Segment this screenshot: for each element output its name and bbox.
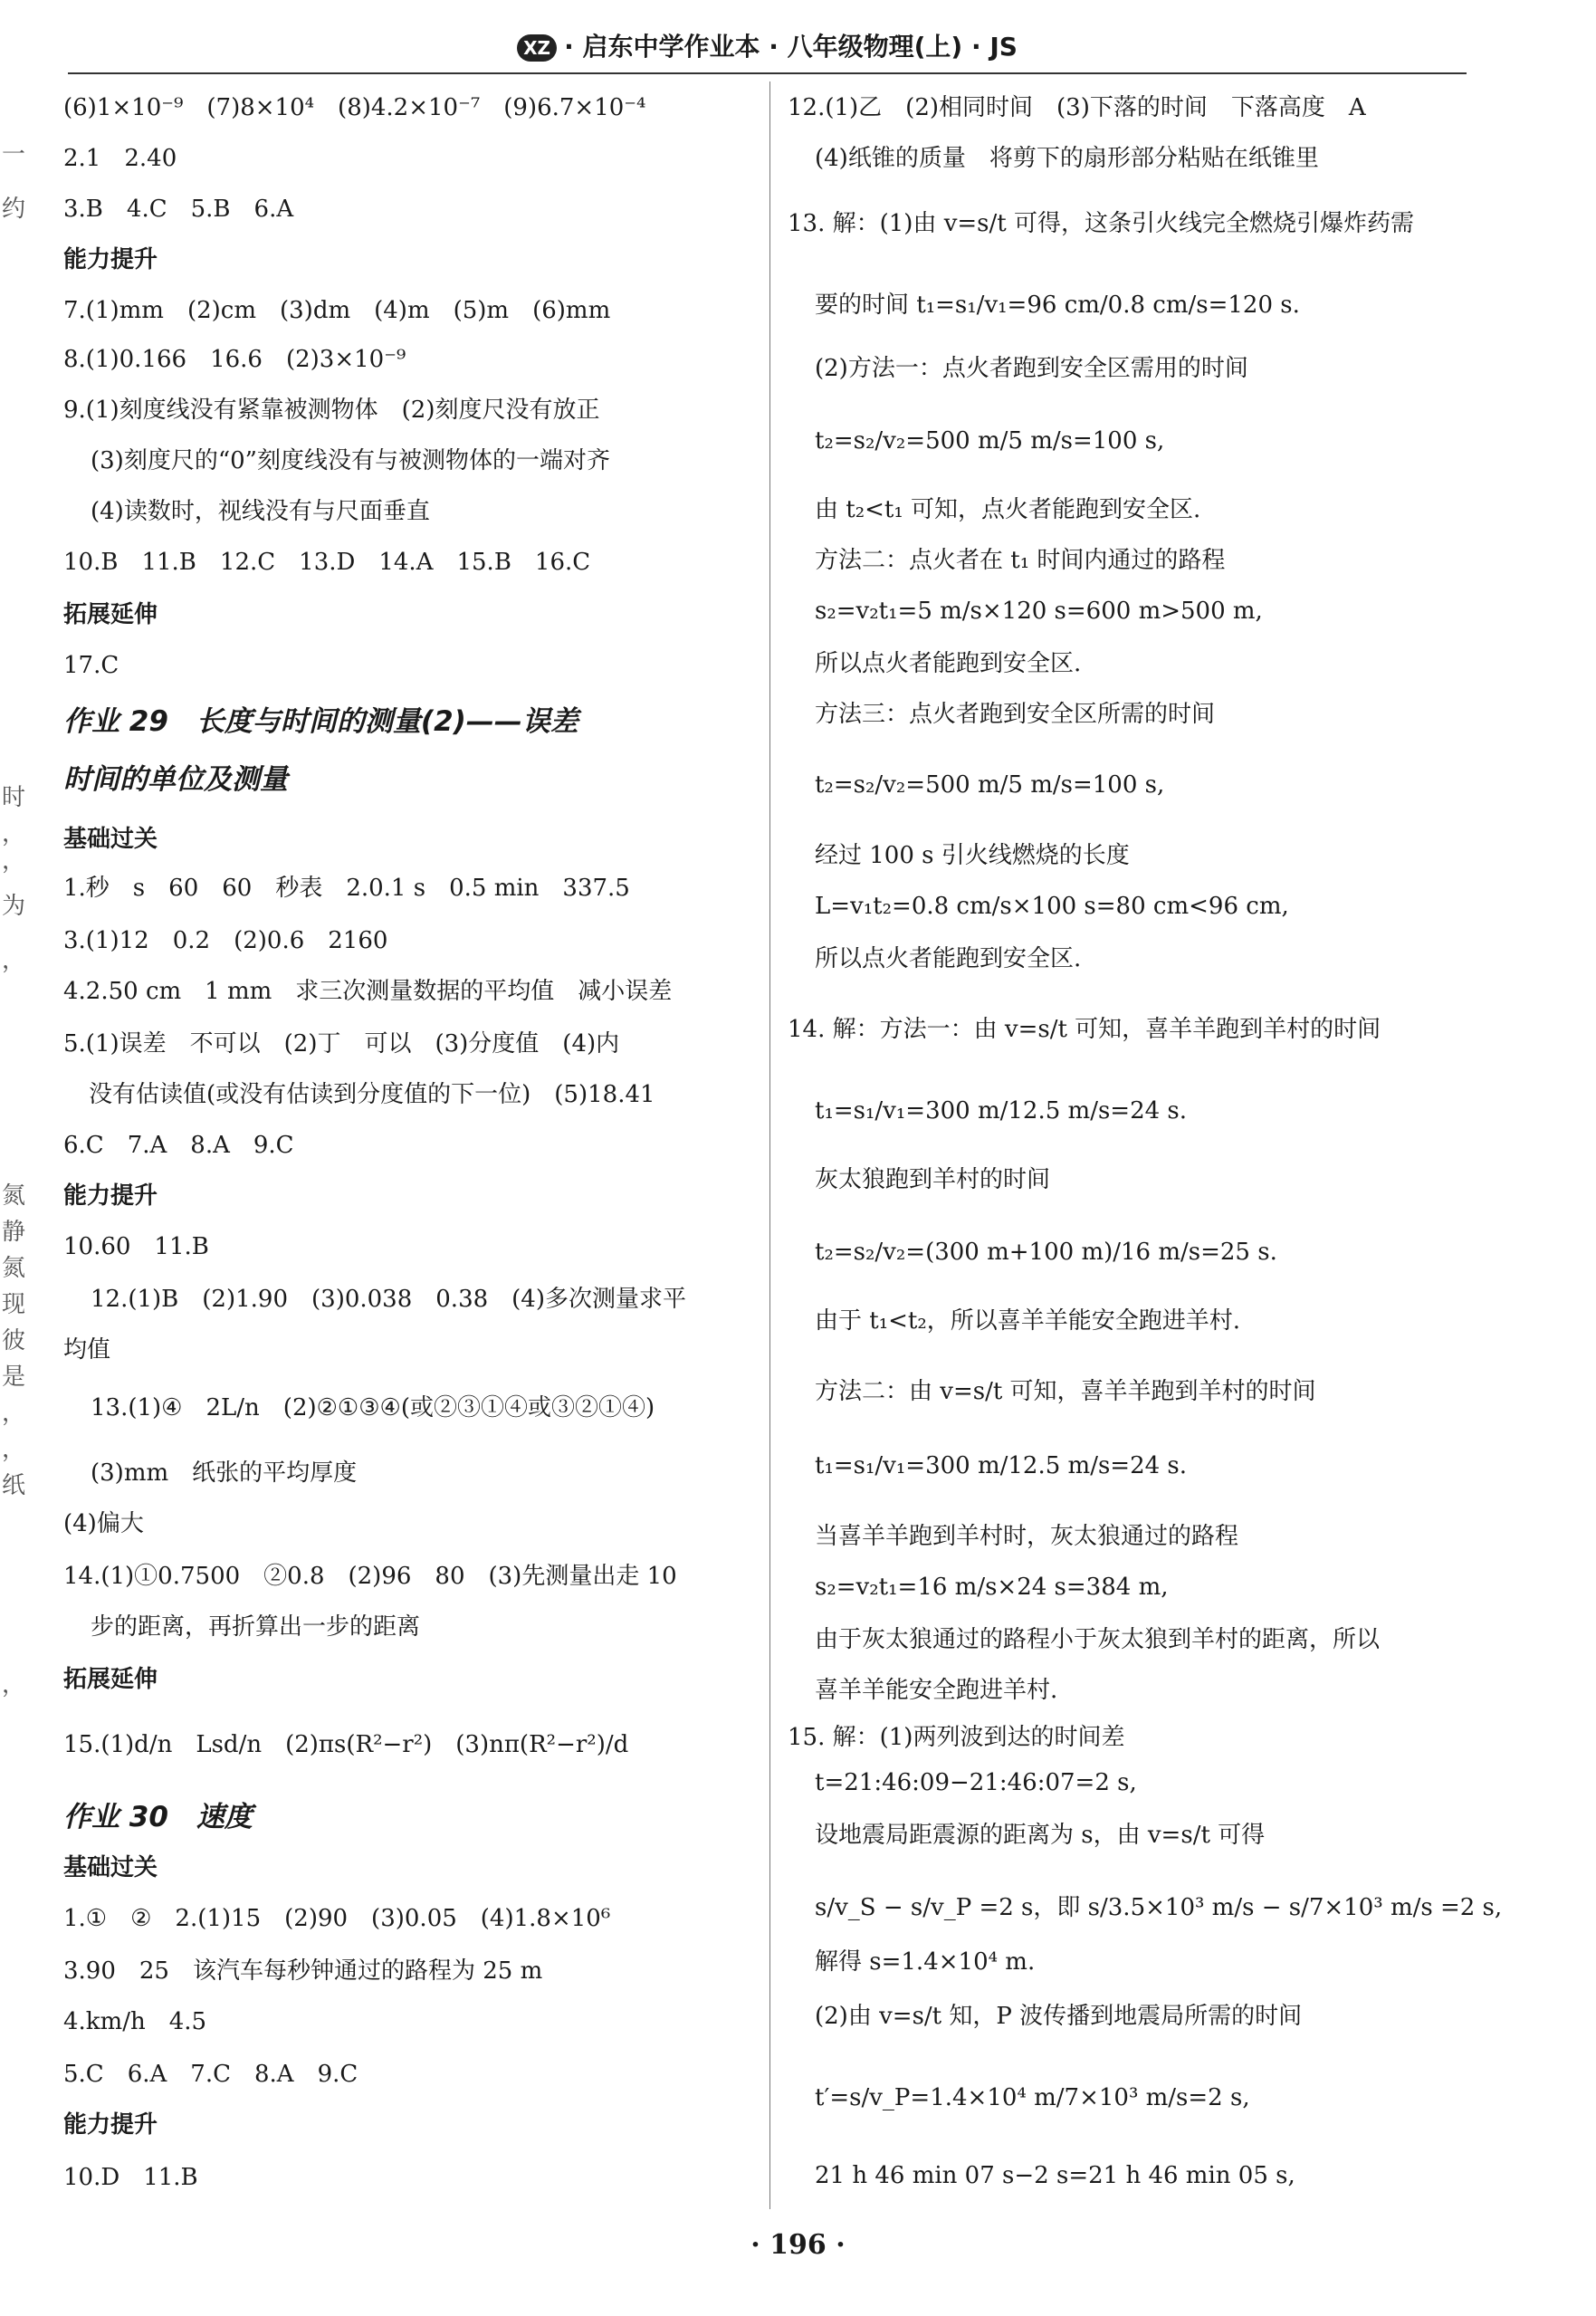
- left-answer-line: 3.(1)12 0.2 (2)0.6 2160: [63, 927, 388, 954]
- left-answer-line: 4.2.50 cm 1 mm 求三次测量数据的平均值 减小误差: [63, 978, 673, 1005]
- right-answer-line: 12.(1)乙 (2)相同时间 (3)下落的时间 下落高度 A: [788, 94, 1366, 121]
- right-answer-line: 15. 解：(1)两列波到达的时间差: [788, 1724, 1125, 1751]
- right-answer-line: (2)由 v=s/t 知，P 波传播到地震局所需的时间: [815, 2003, 1303, 2030]
- right-answer-line: t₁=s₁/v₁=300 m/12.5 m/s=24 s.: [815, 1097, 1188, 1125]
- left-answer-line: 5.(1)误差 不可以 (2)丁 可以 (3)分度值 (4)内: [63, 1030, 620, 1058]
- left-answer-line: 6.C 7.A 8.A 9.C: [63, 1132, 294, 1159]
- left-subheading: 基础过关: [63, 826, 158, 853]
- margin-fragments: [0, 0, 26, 2316]
- margin-fragment: 氮: [2, 1255, 26, 1282]
- right-answer-line: 经过 100 s 引火线燃烧的长度: [815, 842, 1130, 869]
- page-header: [68, 27, 1467, 74]
- left-section-title: 时间的单位及测量: [63, 763, 288, 796]
- right-answer-line: 设地震局距震源的距离为 s，由 v=s/t 可得: [815, 1822, 1266, 1849]
- right-answer-line: s/v_S − s/v_P =2 s，即 s/3.5×10³ m/s − s/7×10³ m/s =2 s,: [815, 1894, 1503, 1921]
- right-answer-line: 由于灰太狼通过的路程小于灰太狼到羊村的距离，所以: [815, 1626, 1381, 1653]
- left-answer-line: 17.C: [63, 652, 119, 679]
- page-number: · 196 ·: [750, 2229, 846, 2261]
- left-subheading: 基础过关: [63, 1854, 158, 1881]
- right-answer-line: 当喜羊羊跑到羊村时，灰太狼通过的路程: [815, 1523, 1239, 1550]
- left-answer-line: 10.D 11.B: [63, 2164, 198, 2191]
- margin-fragment: ，: [2, 947, 26, 974]
- left-answer-line: 步的距离，再折算出一步的距离: [91, 1613, 421, 1641]
- right-answer-line: 喜羊羊能安全跑进羊村.: [815, 1677, 1058, 1704]
- left-answer-line: 1.秒 s 60 60 秒表 2.0.1 s 0.5 min 337.5: [63, 875, 630, 902]
- left-subheading: 能力提升: [63, 2111, 158, 2139]
- left-answer-line: 1.① ② 2.(1)15 (2)90 (3)0.05 (4)1.8×10⁶: [63, 1905, 611, 1932]
- left-answer-line: 14.(1)①0.7500 ②0.8 (2)96 80 (3)先测量出走 10: [63, 1563, 677, 1590]
- left-answer-line: 10.B 11.B 12.C 13.D 14.A 15.B 16.C: [63, 549, 591, 576]
- right-answer-line: 灰太狼跑到羊村的时间: [815, 1166, 1051, 1193]
- right-answer-line: 解得 s=1.4×10⁴ m.: [815, 1948, 1036, 1976]
- publisher-logo-icon: XZ: [517, 34, 557, 62]
- margin-fragment: 彼: [2, 1327, 26, 1354]
- margin-fragment: 为: [2, 893, 26, 920]
- margin-fragment: 现: [2, 1291, 26, 1318]
- left-subheading: 拓展延伸: [63, 601, 158, 628]
- margin-fragment: ，: [2, 1436, 26, 1463]
- right-answer-line: 要的时间 t₁=s₁/v₁=96 cm/0.8 cm/s=120 s.: [815, 292, 1300, 319]
- left-answer-line: (3)mm 纸张的平均厚度: [91, 1459, 358, 1487]
- right-answer-line: (4)纸锥的质量 将剪下的扇形部分粘贴在纸锥里: [815, 145, 1319, 172]
- right-answer-line: 所以点火者能跑到安全区.: [815, 650, 1082, 677]
- left-answer-line: 15.(1)d/n Lsd/n (2)πs(R²−r²) (3)nπ(R²−r²)/d: [63, 1731, 629, 1758]
- left-answer-line: 12.(1)B (2)1.90 (3)0.038 0.38 (4)多次测量求平: [91, 1286, 686, 1313]
- left-answer-line: (3)刻度尺的“0”刻度线没有与被测物体的一端对齐: [91, 447, 610, 474]
- right-answer-line: t₂=s₂/v₂=500 m/5 m/s=100 s,: [815, 771, 1165, 799]
- margin-fragment: ，: [2, 820, 26, 847]
- right-answer-line: 由于 t₁<t₂，所以喜羊羊能安全跑进羊村.: [815, 1307, 1241, 1335]
- left-answer-line: 8.(1)0.166 16.6 (2)3×10⁻⁹: [63, 346, 406, 373]
- margin-fragment: 纸: [2, 1472, 26, 1499]
- left-answer-line: 4.km/h 4.5: [63, 2008, 207, 2035]
- right-answer-line: t₂=s₂/v₂=(300 m+100 m)/16 m/s=25 s.: [815, 1239, 1277, 1266]
- right-answer-line: t=21:46:09−21:46:07=2 s,: [815, 1769, 1137, 1796]
- right-answer-line: (2)方法一：点火者跑到安全区需用的时间: [815, 355, 1248, 382]
- margin-fragment: 氮: [2, 1182, 26, 1210]
- right-answer-line: 21 h 46 min 07 s−2 s=21 h 46 min 05 s,: [815, 2162, 1295, 2189]
- left-answer-line: (4)偏大: [63, 1510, 144, 1537]
- margin-fragment: 约: [2, 196, 26, 223]
- left-answer-line: 10.60 11.B: [63, 1233, 209, 1260]
- left-answer-line: 9.(1)刻度线没有紧靠被测物体 (2)刻度尺没有放正: [63, 397, 600, 424]
- margin-fragment: ，: [2, 847, 26, 875]
- left-answer-line: 没有估读值(或没有估读到分度值的下一位) (5)18.41: [89, 1081, 655, 1108]
- right-answer-line: L=v₁t₂=0.8 cm/s×100 s=80 cm<96 cm,: [815, 893, 1289, 920]
- right-answer-line: s₂=v₂t₁=5 m/s×120 s=600 m>500 m,: [815, 598, 1263, 625]
- margin-fragment: 一: [2, 141, 26, 168]
- right-answer-line: 由 t₂<t₁ 可知，点火者能跑到安全区.: [815, 496, 1201, 523]
- margin-fragment: ，: [2, 1671, 26, 1699]
- margin-fragment: 时: [2, 784, 26, 811]
- right-answer-line: s₂=v₂t₁=16 m/s×24 s=384 m,: [815, 1574, 1169, 1601]
- header-title: · 启东中学作业本 · 八年级物理(上) · JS: [564, 32, 1018, 62]
- right-answer-line: 所以点火者能跑到安全区.: [815, 945, 1082, 972]
- left-subheading: 能力提升: [63, 1182, 158, 1210]
- margin-fragment: 静: [2, 1219, 26, 1246]
- left-answer-line: 2.1 2.40: [63, 145, 177, 172]
- right-answer-line: 方法二：点火者在 t₁ 时间内通过的路程: [815, 547, 1226, 574]
- left-answer-line: 7.(1)mm (2)cm (3)dm (4)m (5)m (6)mm: [63, 297, 611, 324]
- right-answer-line: 13. 解：(1)由 v=s/t 可得，这条引火线完全燃烧引爆炸药需: [788, 210, 1414, 237]
- margin-fragment: ，: [2, 1400, 26, 1427]
- left-answer-line: 5.C 6.A 7.C 8.A 9.C: [63, 2061, 358, 2088]
- right-answer-line: 方法三：点火者跑到安全区所需的时间: [815, 701, 1216, 728]
- left-answer-line: 13.(1)④ 2L/n (2)②①③④(或②③①④或③②①④): [91, 1394, 655, 1421]
- right-answer-line: 方法二：由 v=s/t 可知，喜羊羊跑到羊村的时间: [815, 1378, 1316, 1405]
- left-section-title: 作业 29 长度与时间的测量(2)——误差: [63, 705, 578, 738]
- column-divider: [769, 81, 770, 2209]
- left-answer-line: (4)读数时，视线没有与尺面垂直: [91, 498, 430, 525]
- right-answer-line: t₂=s₂/v₂=500 m/5 m/s=100 s,: [815, 427, 1165, 455]
- right-answer-line: t′=s/v_P=1.4×10⁴ m/7×10³ m/s=2 s,: [815, 2084, 1250, 2111]
- left-subheading: 能力提升: [63, 246, 158, 273]
- right-answer-line: 14. 解：方法一：由 v=s/t 可知，喜羊羊跑到羊村的时间: [788, 1016, 1381, 1043]
- left-subheading: 拓展延伸: [63, 1666, 158, 1693]
- left-answer-line: (6)1×10⁻⁹ (7)8×10⁴ (8)4.2×10⁻⁷ (9)6.7×10⁻⁴: [63, 94, 646, 121]
- left-answer-line: 3.90 25 该汽车每秒钟通过的路程为 25 m: [63, 1957, 543, 1985]
- right-answer-line: t₁=s₁/v₁=300 m/12.5 m/s=24 s.: [815, 1452, 1188, 1479]
- left-section-title: 作业 30 速度: [63, 1801, 253, 1833]
- margin-fragment: 是: [2, 1364, 26, 1391]
- left-answer-line: 3.B 4.C 5.B 6.A: [63, 196, 294, 223]
- left-answer-line: 均值: [63, 1336, 111, 1364]
